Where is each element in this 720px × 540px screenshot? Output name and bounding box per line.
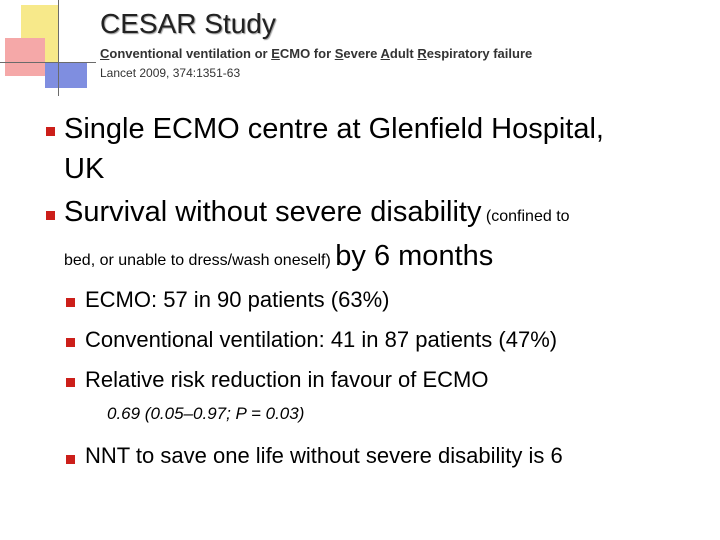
bullet-2-line-1 bbox=[64, 196, 570, 229]
decor-pink-block bbox=[5, 38, 45, 76]
bullet-marker bbox=[66, 338, 75, 347]
bullet-2-line-2 bbox=[64, 240, 493, 273]
sub-bullet-nnt: NNT to save one life without severe disability is 6 bbox=[85, 443, 563, 468]
bullet-marker bbox=[46, 211, 55, 220]
sub-bullet-rrr-detail: 0.69 (0.05–0.97; P = 0.03) bbox=[107, 404, 305, 423]
sub-bullet-rrr: Relative risk reduction in favour of ECMO bbox=[85, 367, 489, 392]
bullet-marker bbox=[66, 298, 75, 307]
bullet-2-main: Survival without severe disability bbox=[64, 196, 482, 228]
bullet-2-end: by 6 months bbox=[335, 240, 494, 272]
bullet-marker bbox=[66, 378, 75, 387]
sub-bullet-ecmo: ECMO: 57 in 90 patients (63%) bbox=[85, 287, 390, 312]
decor-vertical-line bbox=[58, 0, 59, 96]
sub-bullet-conventional: Conventional ventilation: 41 in 87 patients (47%) bbox=[85, 327, 558, 352]
bullet-2-note-a: (confined to bbox=[485, 208, 570, 225]
slide-title: CESAR Study bbox=[100, 8, 276, 39]
decor-horizontal-line bbox=[0, 62, 96, 63]
bullet-1-line-1: Single ECMO centre at Glenfield Hospital, bbox=[64, 113, 604, 145]
decor-blue-block bbox=[45, 62, 87, 88]
slide-citation: Lancet 2009, 374:1351-63 bbox=[100, 66, 241, 80]
bullet-1-line-2: UK bbox=[64, 153, 105, 185]
slide-subtitle: Conventional ventilation or ECMO for Severe Adult Respiratory failure bbox=[100, 46, 533, 61]
bullet-marker bbox=[66, 455, 75, 464]
bullet-marker bbox=[46, 127, 55, 136]
bullet-2-note-b: bed, or unable to dress/wash oneself) bbox=[64, 252, 331, 269]
